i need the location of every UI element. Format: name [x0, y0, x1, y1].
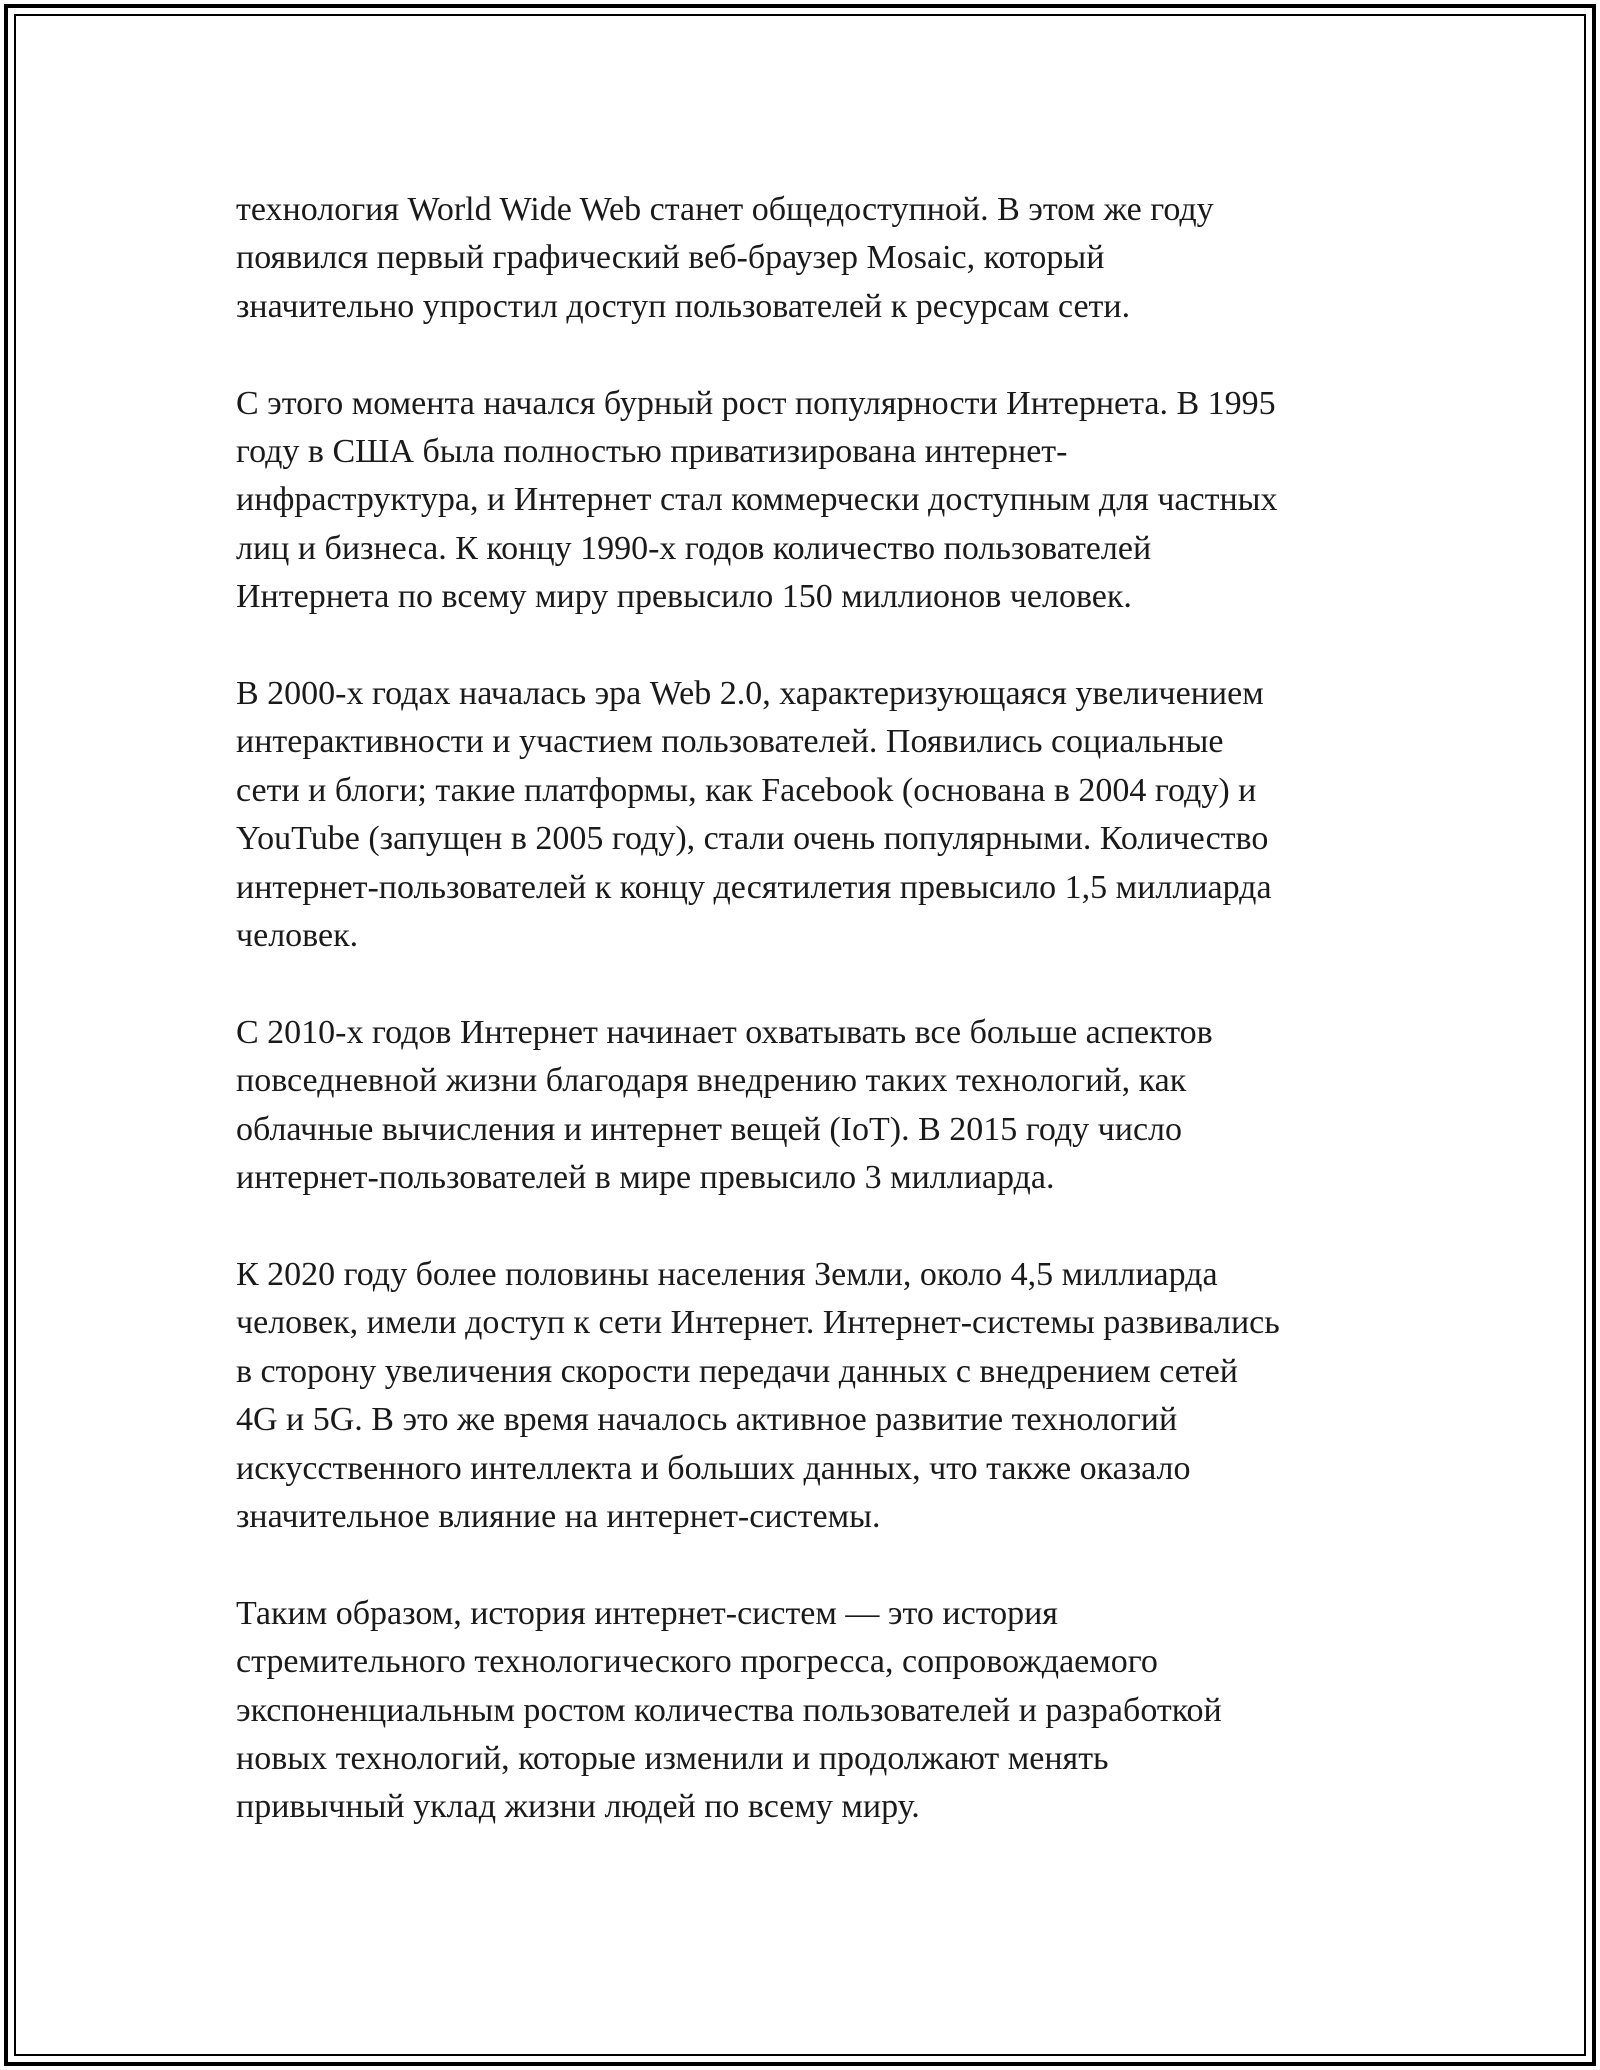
- paragraph-conclusion: Таким образом, история интернет-систем — это история стремительного технологического прогресса, сопровождаемого экспоненциальным ростом количества пользователей и разработкой новых технологий, которые изменили и продолжают менять привычный уклад жизни людей по всему миру.: [236, 1594, 1222, 1826]
- paragraph-2010s: С 2010-х годов Интернет начинает охватывать все больше аспектов повседневной жизни благодаря внедрению таких технологий, как облачные вычисления и интернет вещей (IoT). В 2015 году число интернет-пользователей в мире превысило 3 миллиарда.: [236, 1013, 1213, 1197]
- document-body: [236, 186, 1396, 1832]
- paragraph-internet-growth-1995: С этого момента начался бурный рост популярности Интернета. В 1995 году в США была полностью приватизирована интернет- инфраструктура, и Интернет стал коммерчески доступным для частных лиц и бизнеса. К концу 1990-х годов количество пользователей Интернета по всему миру превысило 150 миллионов человек.: [236, 384, 1278, 616]
- paragraph-2020: К 2020 году более половины населения Земли, около 4,5 миллиарда человек, имели доступ к сети Интернет. Интернет-системы развивались в сторону увеличения скорости передачи данных с внедрением сетей 4G и 5G. В это же время началось активное развитие технологий искусственного интеллекта и больших данных, что также оказало значительное влияние на интернет-системы.: [236, 1255, 1280, 1535]
- paragraph-world-wide-web: технология World Wide Web станет общедоступной. В этом же году появился первый графический веб-браузер Mosaic, который значительно упростил доступ пользователей к ресурсам сети.: [236, 191, 1214, 325]
- paragraph-web-2-0: В 2000-х годах началась эра Web 2.0, характеризующаяся увеличением интерактивности и участием пользователей. Появились социальные сети и блоги; такие платформы, как Facebook (основана в 2004 году) и YouTube (запущен в 2005 году), стали очень популярными. Количество интернет-пользователей к концу десятилетия превысило 1,5 миллиарда человек.: [236, 675, 1272, 955]
